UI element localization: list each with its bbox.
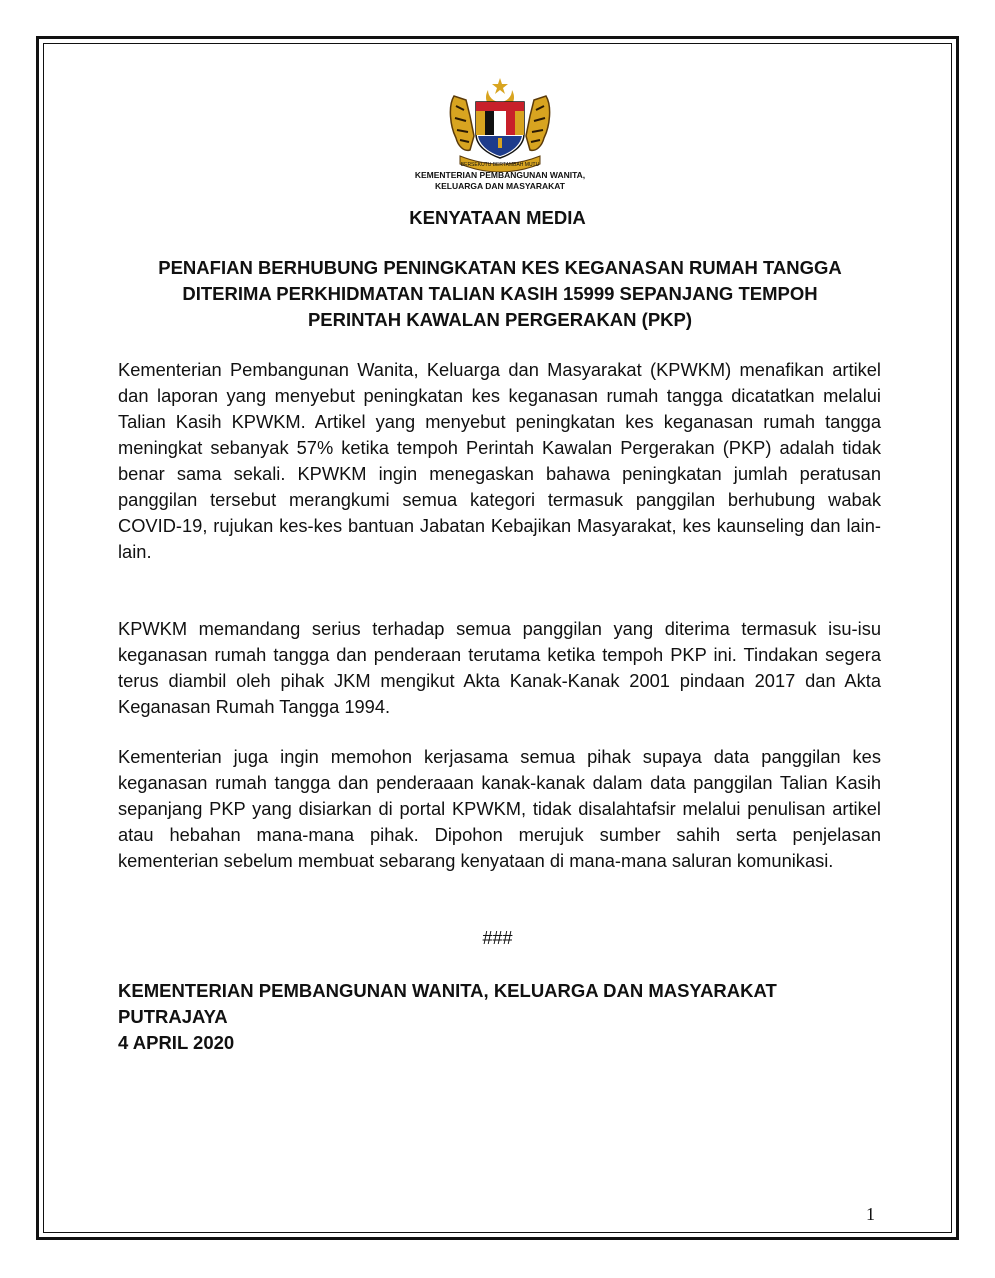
crest-icon [440,76,560,172]
footer-location: PUTRAJAYA [118,1006,228,1027]
end-separator: ### [482,928,513,948]
body-paragraph-2: KPWKM memandang serius terhadap semua panggilan yang diterima termasuk isu-isu keganasan rumah tangga dan penderaan terutama ketika tempoh PKP ini. Tindakan segera terus diambil oleh pihak JKM mengikut Akta Kanak-Kanak 2001 pindaan 2017 dan Akta Keganasan Rumah Tangga 1994. [118,618,881,717]
body-paragraph-1: Kementerian Pembangunan Wanita, Keluarga dan Masyarakat (KPWKM) menafikan artikel dan laporan yang menyebut peningkatan kes keganasan rumah tangga dicatatkan melalui Talian Kasih KPWKM. Artikel yang menyebut peningkatan kes keganasan rumah tangga meningkat sebanyak 57% ketika tempoh Perintah Kawalan Pergerakan (PKP) adalah tidak benar sama sekali. KPWKM ingin menegaskan bahawa peningkatan jumlah peratusan panggilan tersebut merangkumi semua kategori termasuk panggilan berhubung wabak COVID-19, rujukan kes-kes bantuan Jabatan Kebajikan Masyarakat, kes kaunseling dan lain-lain. [118,359,881,562]
headline-line-1: PENAFIAN BERHUBUNG PENINGKATAN KES KEGANASAN RUMAH TANGGA [158,257,842,278]
signature-block [118,978,777,1056]
page-number: 1 [866,1204,875,1224]
headline-line-2: DITERIMA PERKHIDMATAN TALIAN KASIH 15999 SEPANJANG TEMPOH [182,283,818,304]
document-type-heading: KENYATAAN MEDIA [409,207,586,228]
crest-motto: BERSEKUTU BERTAMBAH MUTU [460,162,540,168]
body-paragraph-3: Kementerian juga ingin memohon kerjasama semua pihak supaya data panggilan kes keganasan rumah tangga dan penderaaan kanak-kanak dalam data panggilan Talian Kasih sepanjang PKP yang disiarkan di portal KPWKM, tidak disalahtafsir melalui penulisan artikel atau hebahan mana-mana pihak. Dipohon merujuk sumber sahih serta penjelasan kementerian sebelum membuat sebarang kenyataan di mana-mana saluran komunikasi. [118,746,881,871]
footer-date: 4 APRIL 2020 [118,1032,235,1053]
footer-ministry: KEMENTERIAN PEMBANGUNAN WANITA, KELUARGA DAN MASYARAKAT [118,980,777,1001]
headline-line-3: PERINTAH KAWALAN PERGERAKAN (PKP) [307,309,693,330]
letterhead-line-2: KELUARGA DAN MASYARAKAT [434,181,566,191]
letterhead-ministry-name [410,170,590,192]
letterhead-line-1: KEMENTERIAN PEMBANGUNAN WANITA, [414,170,586,180]
press-release-headline [100,255,900,333]
